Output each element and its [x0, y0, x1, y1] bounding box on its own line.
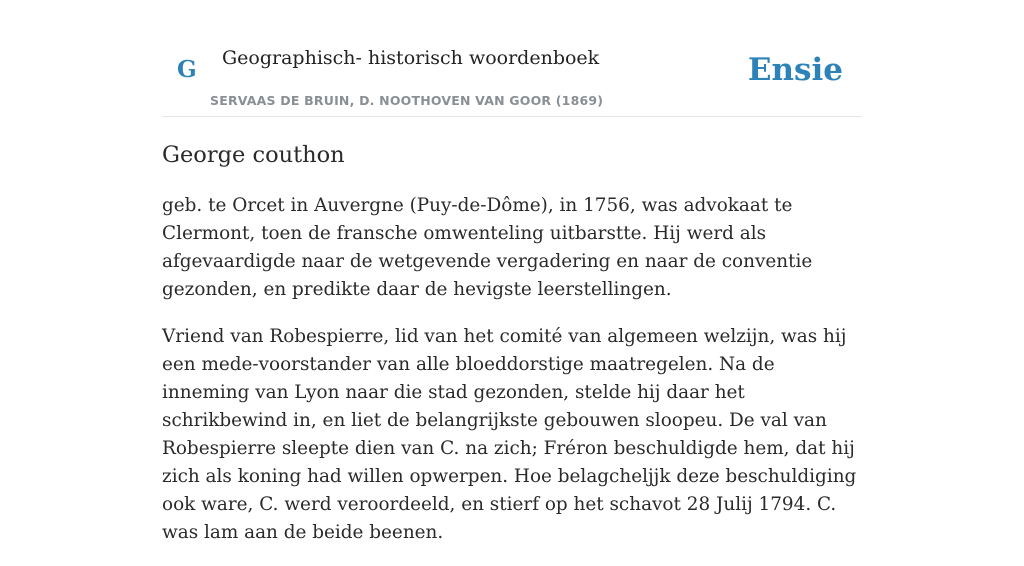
book-title-link[interactable]: Geographisch- historisch woordenboek	[222, 47, 600, 69]
entry-content	[162, 192, 862, 566]
entry-title: George couthon	[162, 142, 345, 168]
book-letter-badge[interactable]: G	[177, 56, 197, 83]
entry-paragraph: Vriend van Robespierre, lid van het comité van algemeen welzijn, was hij een mede-voorstander van alle bloeddorstige maatregelen. Na de inneming van Lyon naar die stad gezonden, stelde hij daar het schrikbewind in, en liet de belangrijkste gebouwen sloopeu. De val van Robespierre sleepte dien van C. na zich; Fréron beschuldigde hem, dat hij zich als koning had willen opwerpen. Hoe belagcheljjk deze beschuldiging ook ware, C. werd veroordeeld, en stierf op het schavot 28 Julij 1794. C. was lam aan de beide beenen.	[162, 326, 857, 543]
entry-paragraph: geb. te Orcet in Auvergne (Puy-de-Dôme), in 1756, was advokaat te Clermont, toen de fransche omwenteling uitbarstte. Hij werd als afgevaardigde naar de wetgevende vergadering en naar de conventie gezonden, en predikte daar de hevigste leerstellingen.	[162, 195, 813, 300]
book-authors: SERVAAS DE BRUIN, D. NOOTHOVEN VAN GOOR (1869)	[210, 93, 604, 108]
page-header	[162, 0, 862, 117]
ensie-logo-link[interactable]: Ensie	[747, 52, 843, 88]
